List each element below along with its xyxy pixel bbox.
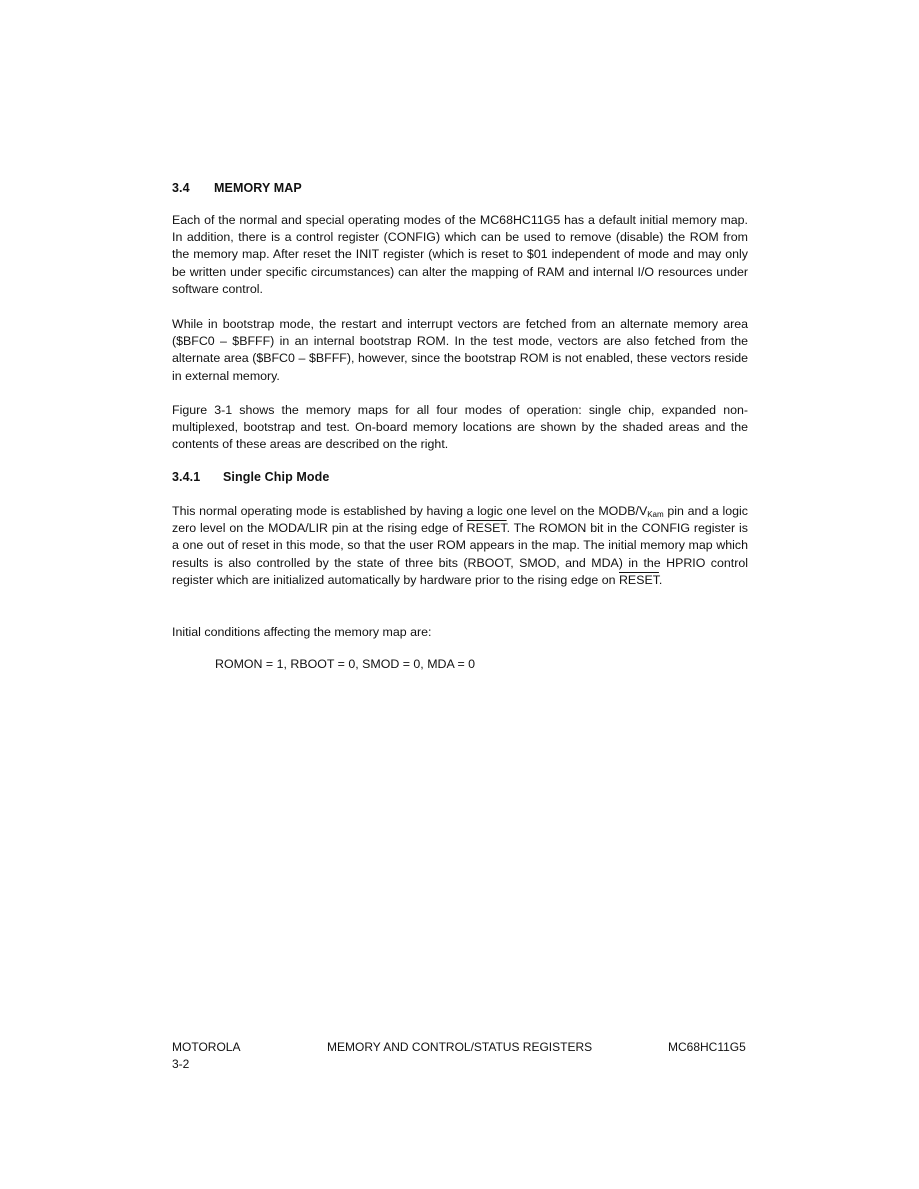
footer-company: MOTOROLA	[172, 1040, 241, 1054]
subsection-title: Single Chip Mode	[223, 470, 330, 484]
section-heading	[172, 181, 302, 195]
footer-part-number: MC68HC11G5	[668, 1040, 746, 1054]
paragraph-text: This normal operating mode is established by having a logic one level on the MODB/V	[172, 504, 648, 518]
initial-conditions: ROMON = 1, RBOOT = 0, SMOD = 0, MDA = 0	[215, 657, 476, 671]
reset-signal: RESET	[466, 521, 507, 536]
section-title: MEMORY MAP	[214, 181, 302, 195]
paragraph-single-chip-mode	[172, 503, 748, 589]
conditions-intro: Initial conditions affecting the memory map are:	[172, 625, 432, 639]
page-number: 3-2	[172, 1057, 190, 1071]
section-number: 3.4	[172, 181, 190, 195]
footer-chapter-title: MEMORY AND CONTROL/STATUS REGISTERS	[327, 1040, 593, 1054]
paragraph-figure-reference: Figure 3-1 shows the memory maps for all four modes of operation: single chip, expanded non-multiplexed, bootstrap and test. On-board memory locations are shown by the shaded areas and the contents of these areas are described on the right.	[172, 403, 748, 452]
paragraph-text: pin and a logic zero level on the MODA/LIR pin at the rising edge of	[172, 504, 748, 536]
subsection-heading	[172, 470, 329, 484]
reset-signal: RESET	[618, 572, 659, 587]
subscript: Kam	[647, 510, 664, 519]
paragraph-text: . The ROMON bit in the CONFIG register is a one out of reset in this mode, so that the user ROM appears in the map. The initial memory map which results is also controlled by the state of three bits (RBOOT, SMOD, and MDA) in the HPRIO control register which are initialized automatically by hardware prior to the rising edge on	[172, 521, 748, 587]
paragraph-bootstrap-vectors: While in bootstrap mode, the restart and interrupt vectors are fetched from an alternate memory area ($BFC0 – $BFFF) in an internal bootstrap ROM. In the test mode, vectors are also fetched from the alternate area ($BFC0 – $BFFF), however, since the bootstrap ROM is not enabled, these vectors reside in external memory.	[172, 317, 748, 383]
paragraph-text: .	[658, 572, 663, 587]
paragraph-memory-map-intro: Each of the normal and special operating modes of the MC68HC11G5 has a default initial memory map. In addition, there is a control register (CONFIG) which can be used to remove (disable) the ROM from the memory map. After reset the INIT register (which is reset to $01 independent of mode and may only be written under specific circumstances) can alter the mapping of RAM and internal I/O resources under software control.	[172, 213, 748, 296]
subsection-number: 3.4.1	[172, 470, 201, 484]
